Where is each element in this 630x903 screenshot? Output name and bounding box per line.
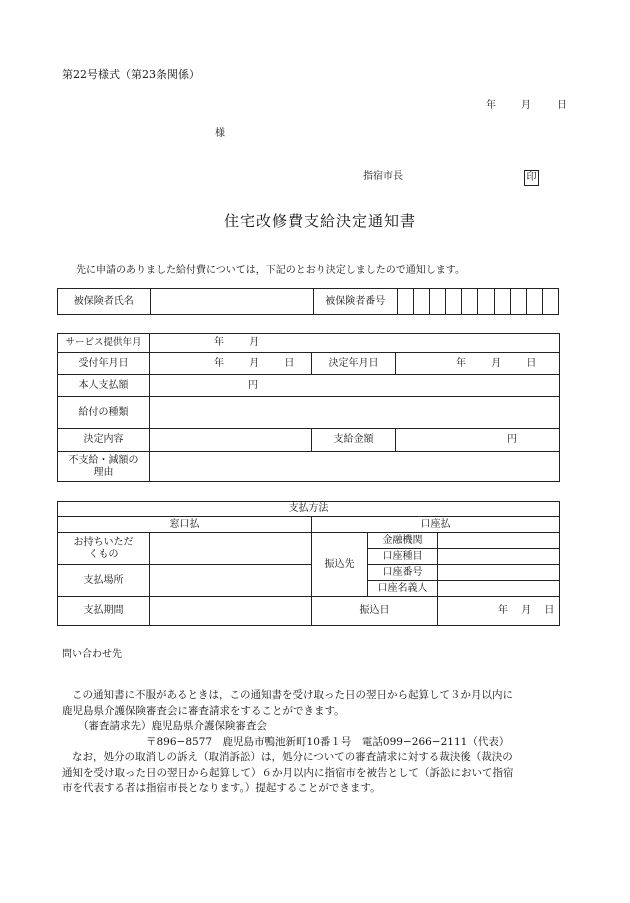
payment-place-field[interactable] — [150, 565, 312, 597]
intro-text: 先に申請のありました給付費については，下記のとおり決定しましたので通知します。 — [76, 265, 465, 276]
receipt-date-label: 受付年月日 — [58, 353, 150, 375]
contact-label: 問い合わせ先 — [62, 649, 122, 660]
appeal-notice — [62, 688, 572, 797]
transfer-year-unit: 年 — [498, 605, 508, 616]
insured-number-digit[interactable] — [526, 289, 542, 315]
insured-number-label: 被保険者番号 — [313, 289, 398, 315]
bank-label: 金融機関 — [368, 533, 438, 549]
document-title: 住宅改修費支給決定通知書 — [224, 212, 417, 230]
decision-table — [57, 333, 560, 482]
transfer-to-label: 振込先 — [312, 533, 368, 597]
self-pay-field[interactable] — [150, 375, 560, 397]
insured-number-digit[interactable] — [494, 289, 510, 315]
account-payment-header: 口座払 — [312, 517, 560, 533]
transfer-month-unit: 月 — [521, 605, 532, 616]
payment-amount-field[interactable] — [396, 429, 560, 452]
payment-method-header: 支払方法 — [58, 502, 560, 517]
payment-amount-unit: 円 — [507, 434, 517, 445]
decision-month-unit: 月 — [491, 357, 502, 369]
account-number-label: 口座番号 — [368, 565, 438, 581]
service-year-unit: 年 — [214, 337, 224, 348]
insured-name-field[interactable] — [150, 289, 313, 315]
notice-line-6: 通知を受け取った日の翌日から起算して）６か月以内に指宿市を被告として（訴訟において指宿 — [62, 766, 514, 779]
date-year-label: 年 — [486, 100, 496, 111]
denial-reason-label-line1: 不支給・減額の — [68, 454, 139, 466]
insured-number-digit[interactable] — [446, 289, 462, 315]
decision-content-field[interactable] — [150, 429, 312, 452]
self-pay-unit: 円 — [248, 379, 258, 391]
insured-number-digit[interactable] — [462, 289, 478, 315]
benefit-type-field[interactable] — [150, 397, 560, 429]
payment-period-field[interactable] — [150, 597, 312, 626]
denial-reason-label — [58, 452, 150, 482]
insured-table — [57, 288, 559, 315]
transfer-day-unit: 日 — [544, 605, 555, 616]
denial-reason-label-line2: 理由 — [93, 466, 114, 478]
transfer-date-field[interactable] — [438, 597, 560, 626]
bring-items-label-line1: お持ちいただ — [73, 536, 134, 548]
service-month-unit: 月 — [249, 337, 260, 348]
insured-number-digit[interactable] — [414, 289, 430, 315]
self-pay-label: 本人支払額 — [58, 375, 150, 397]
receipt-day-unit: 日 — [284, 357, 295, 369]
bank-field[interactable] — [438, 533, 560, 549]
account-holder-field[interactable] — [438, 581, 560, 597]
decision-year-unit: 年 — [456, 357, 466, 369]
form-number: 第22号様式（第23条関係） — [62, 68, 200, 81]
issuer-label: 指宿市長 — [363, 171, 403, 182]
decision-day-unit: 日 — [526, 357, 537, 369]
insured-number-digit[interactable] — [430, 289, 446, 315]
insured-number-digit[interactable] — [510, 289, 526, 315]
insured-number-digit[interactable] — [542, 289, 558, 315]
date-month-label: 月 — [521, 100, 531, 111]
seal-stamp — [524, 165, 539, 186]
counter-payment-header: 窓口払 — [58, 517, 312, 533]
denial-reason-field[interactable] — [150, 452, 560, 482]
service-month-field[interactable] — [150, 334, 560, 353]
decision-date-field[interactable] — [396, 353, 560, 375]
receipt-date-field[interactable] — [150, 353, 312, 375]
insured-number-digit[interactable] — [478, 289, 494, 315]
notice-line-4: 〒896−8577 鹿児島市鴨池新町10番１号 電話099−266−2111（代表） — [146, 735, 510, 748]
notice-line-1: この通知書に不服があるときは，この通知書を受け取った日の翌日から起算して３か月以内に — [72, 689, 513, 701]
notice-line-3: （審査請求先）鹿児島県介護保険審査会 — [78, 720, 267, 732]
addressee-suffix: 様 — [215, 128, 225, 139]
receipt-year-unit: 年 — [214, 357, 224, 369]
notice-line-2: 鹿児島県介護保険審査会に審査請求をすることができます。 — [62, 704, 345, 717]
account-holder-label: 口座名義人 — [368, 581, 438, 597]
bring-items-label — [58, 533, 150, 565]
payment-amount-label: 支給金額 — [312, 429, 396, 452]
transfer-date-label: 振込日 — [312, 597, 438, 626]
account-type-label: 口座種目 — [368, 549, 438, 565]
receipt-month-unit: 月 — [249, 357, 260, 369]
bring-items-field[interactable] — [150, 533, 312, 565]
bring-items-label-line2: くもの — [88, 548, 119, 560]
decision-date-label: 決定年月日 — [312, 353, 396, 375]
seal-label: 印 — [524, 170, 539, 186]
notice-line-7: 市を代表する者は指宿市長となります。）提起することができます。 — [62, 782, 381, 794]
date-day-label: 日 — [557, 100, 567, 111]
account-number-field[interactable] — [438, 565, 560, 581]
decision-content-label: 決定内容 — [58, 429, 150, 452]
insured-name-label: 被保険者氏名 — [58, 289, 151, 315]
payment-place-label: 支払場所 — [58, 565, 150, 597]
insured-number-digit[interactable] — [398, 289, 414, 315]
payment-period-label: 支払期間 — [58, 597, 150, 626]
account-type-field[interactable] — [438, 549, 560, 565]
payment-table — [57, 501, 560, 626]
notice-line-5: なお，処分の取消しの訴え（取消訴訟）は，処分についての審査請求に対する裁決後（裁決の — [72, 751, 513, 763]
service-month-label: サービス提供年月 — [58, 334, 150, 353]
benefit-type-label: 給付の種類 — [58, 397, 150, 429]
